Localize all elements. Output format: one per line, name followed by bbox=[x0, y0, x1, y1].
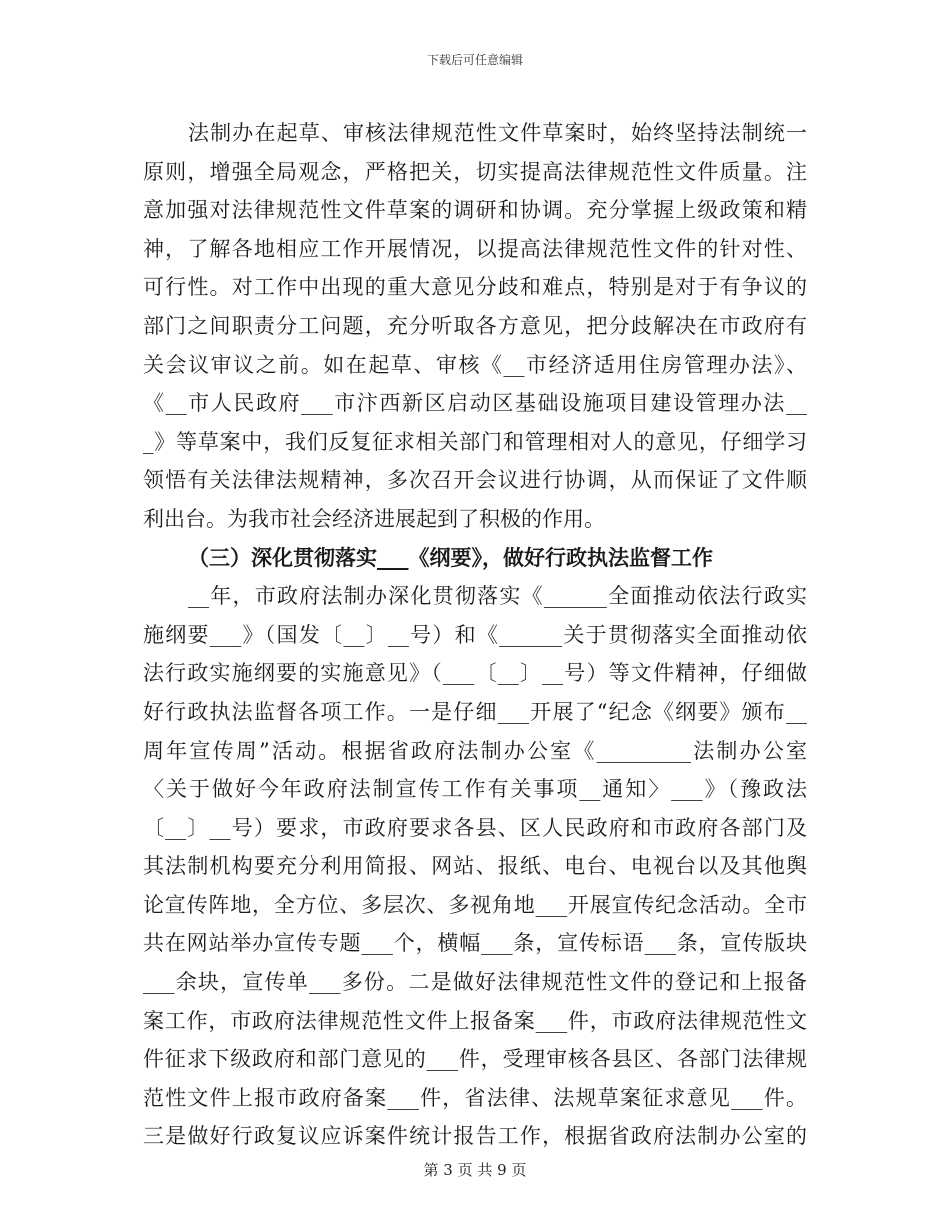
paragraph-1-line: 原则，增强全局观念，严格把关，切实提高法律规范性文件质量。注 bbox=[143, 159, 807, 184]
paragraph-2-line: 论宣传阵地，全方位、多层次、多视角地___开展宣传纪念活动。全市 bbox=[143, 892, 807, 917]
paragraph-2-line: 其法制机构要充分利用简报、网站、报纸、电台、电视台以及其他舆 bbox=[143, 854, 807, 879]
paragraph-1-line: 意加强对法律规范性文件草案的调研和协调。充分掌握上级政策和精 bbox=[143, 198, 807, 223]
paragraph-2-line: 施纲要___》（国发〔__〕__号）和《______关于贯彻落实全面推动依 bbox=[143, 622, 807, 647]
paragraph-1-line: 神，了解各地相应工作开展情况，以提高法律规范性文件的针对性、 bbox=[143, 236, 807, 261]
paragraph-2-line: 案工作，市政府法律规范性文件上报备案___件，市政府法律规范性文 bbox=[143, 1008, 807, 1033]
section-heading: （三）深化贯彻落实___《纲要》，做好行政执法监督工作 bbox=[188, 544, 713, 570]
paragraph-1-line: _》等草案中，我们反复征求相关部门和管理相对人的意见，仔细学习 bbox=[143, 429, 807, 454]
document-body bbox=[143, 114, 807, 1156]
paragraph-1-line: 法制办在起草、审核法律规范性文件草案时，始终坚持法制统一 bbox=[188, 121, 807, 145]
paragraph-1-line: 领悟有关法律法规精神，多次召开会议进行协调，从而保证了文件顺 bbox=[143, 468, 807, 493]
paragraph-1-line: 利出台。为我市社会经济进展起到了积极的作用。 bbox=[143, 506, 605, 531]
paragraph-2-line: __年，市政府法制办深化贯彻落实《______全面推动依法行政实 bbox=[188, 584, 807, 609]
page-number: 第 3 页 共 9 页 bbox=[423, 1161, 527, 1179]
paragraph-2-line: 好行政执法监督各项工作。一是仔细___开展了“纪念《纲要》颁布__ bbox=[143, 699, 807, 724]
paragraph-2-line: 〈关于做好今年政府法制宣传工作有关事项__通知〉___》（豫政法 bbox=[143, 777, 807, 802]
paragraph-2-line: 件征求下级政府和部门意见的___件，受理审核各县区、各部门法律规 bbox=[143, 1047, 807, 1072]
paragraph-2-line: 〔__〕__号）要求，市政府要求各县、区人民政府和市政府各部门及 bbox=[143, 815, 807, 840]
paragraph-2-line: ___余块，宣传单___多份。二是做好法律规范性文件的登记和上报备 bbox=[143, 970, 807, 995]
paragraph-2-line: 共在网站举办宣传专题___个，横幅___条，宣传标语___条，宣传版块 bbox=[143, 931, 807, 956]
paragraph-2-line: 三是做好行政复议应诉案件统计报告工作，根据省政府法制办公室的 bbox=[143, 1124, 807, 1149]
paragraph-1-line: 可行性。对工作中出现的重大意见分歧和难点，特别是对于有争议的 bbox=[143, 275, 807, 300]
paragraph-2-line: 法行政实施纲要的实施意见》（___〔__〕__号）等文件精神，仔细做 bbox=[143, 661, 807, 686]
paragraph-2-line: 范性文件上报市政府备案___件，省法律、法规草案征求意见___件。 bbox=[143, 1085, 807, 1110]
paragraph-1-line: 部门之间职责分工问题，充分听取各方意见，把分歧解决在市政府有 bbox=[143, 313, 807, 338]
paragraph-2-line: 周年宣传周”活动。根据省政府法制办公室《_________法制办公室 bbox=[143, 738, 807, 763]
paragraph-1-line: 关会议审议之前。如在起草、审核《__市经济适用住房管理办法》、 bbox=[143, 352, 807, 377]
paragraph-1-line: 《__市人民政府___市汴西新区启动区基础设施项目建设管理办法__ bbox=[143, 391, 807, 416]
page-header: 下载后可任意编辑 bbox=[426, 53, 523, 67]
